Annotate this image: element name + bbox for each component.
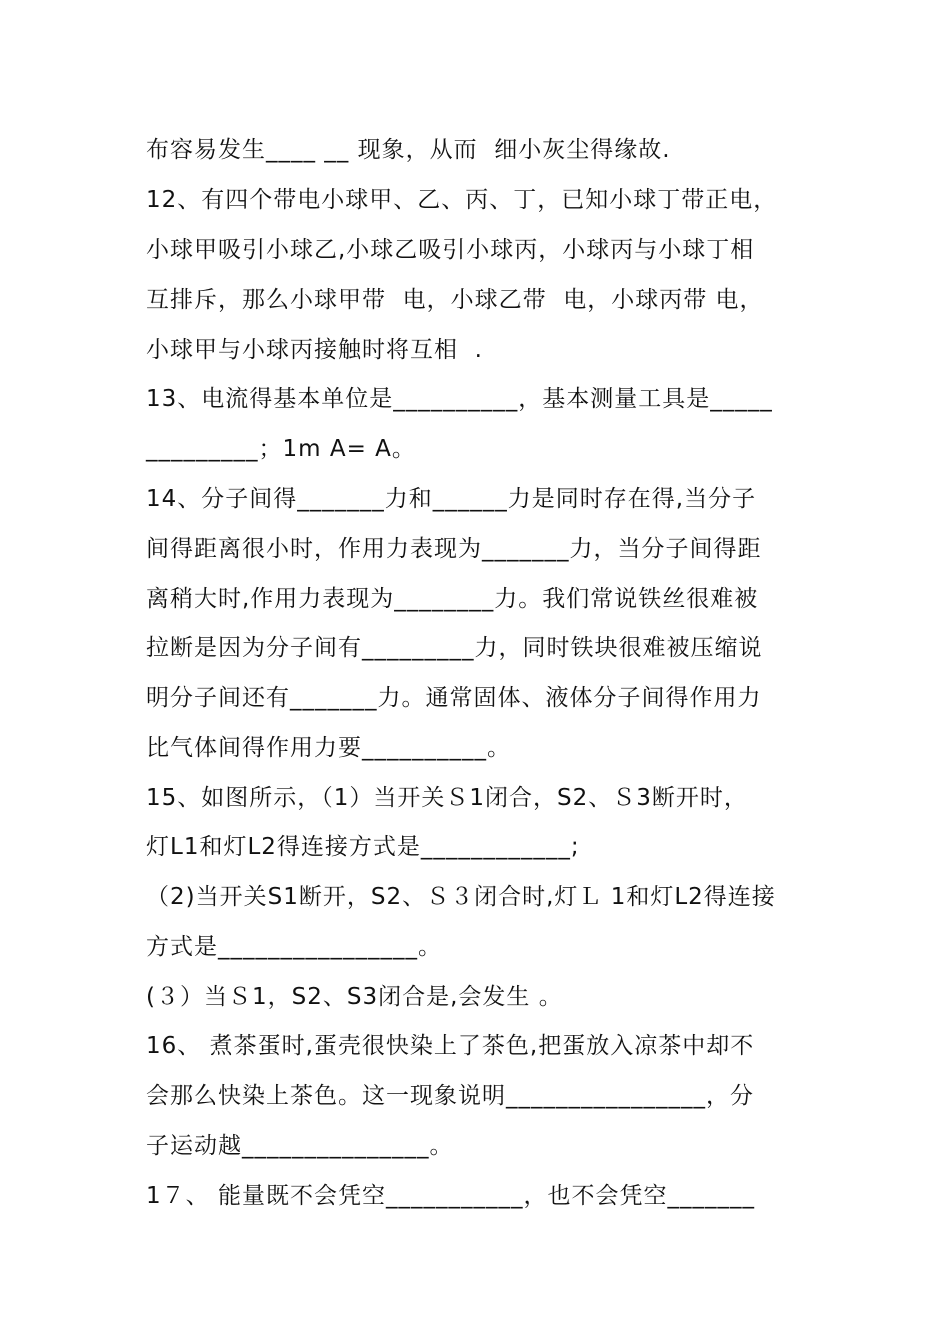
question-14-line-5: 明分子间还有_______力。通常固体、液体分子间得作用力 <box>146 685 762 711</box>
question-15-line-5: (３）当Ｓ1，S2、S3闭合是,会发生 。 <box>146 984 563 1010</box>
question-16-line-1: 16、 煮茶蛋时,蛋壳很快染上了茶色,把蛋放入凉茶中却不 <box>146 1033 755 1059</box>
question-14-line-1: 14、分子间得_______力和______力是同时存在得,当分子 <box>146 486 757 512</box>
text-line: 布容易发生____ __ 现象，从而 细小灰尘得缘故. <box>146 137 671 163</box>
question-14-line-2: 间得距离很小时，作用力表现为_______力，当分子间得距 <box>146 536 762 562</box>
question-16-line-3: 子运动越_______________。 <box>146 1133 454 1159</box>
question-12-line-2: 小球甲吸引小球乙,小球乙吸引小球丙，小球丙与小球丁相 <box>146 237 755 263</box>
question-15-line-3: （2)当开关S1断开，S2、Ｓ３闭合时,灯Ｌ 1和灯L2得连接 <box>146 884 776 910</box>
question-12-line-4: 小球甲与小球丙接触时将互相 . <box>146 337 483 363</box>
question-14-line-6: 比气体间得作用力要__________。 <box>146 735 511 761</box>
question-12-line-1: 12、有四个带电小球甲、乙、丙、丁，已知小球丁带正电， <box>146 187 778 213</box>
question-12-line-3: 互排斥，那么小球甲带 电，小球乙带 电，小球丙带 电， <box>146 287 764 313</box>
question-13-line-1: 13、电流得基本单位是__________，基本测量工具是_____ <box>146 386 773 412</box>
question-16-line-2: 会那么快染上茶色。这一现象说明________________，分 <box>146 1083 754 1109</box>
question-15-line-4: 方式是________________。 <box>146 934 442 960</box>
question-14-line-4: 拉断是因为分子间有_________力，同时铁块很难被压缩说 <box>146 635 763 661</box>
question-17-line-1: 1７、 能量既不会凭空___________，也不会凭空_______ <box>146 1183 755 1209</box>
question-13-line-2: _________；1m A= A。 <box>146 436 416 462</box>
question-14-line-3: 离稍大时,作用力表现为________力。我们常说铁丝很难被 <box>146 586 759 612</box>
question-15-line-1: 15、如图所示，（1）当开关Ｓ1闭合，S2、Ｓ3断开时， <box>146 785 748 811</box>
question-15-line-2: 灯L1和灯L2得连接方式是____________; <box>146 834 580 860</box>
